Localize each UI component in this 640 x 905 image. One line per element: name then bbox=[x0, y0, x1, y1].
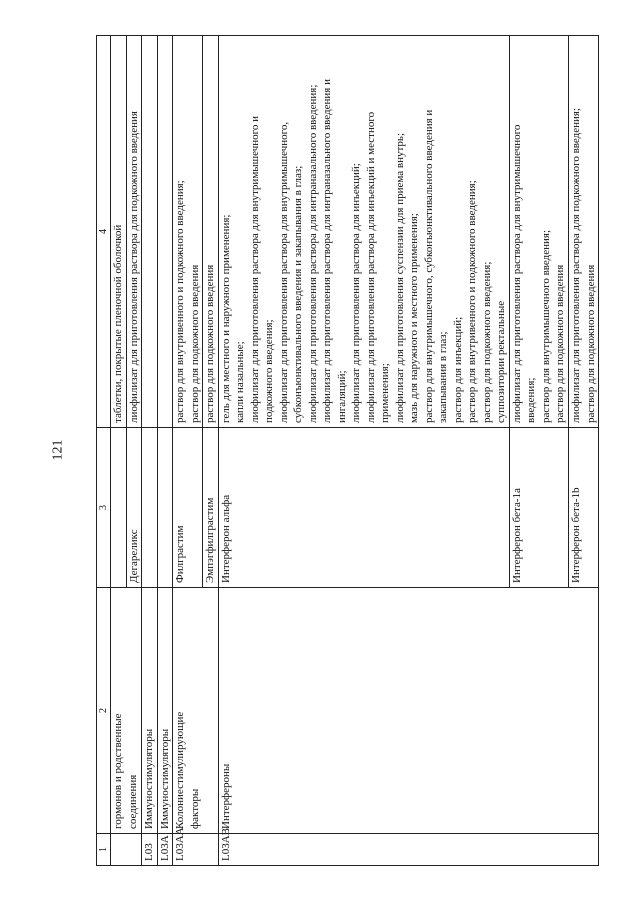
drug-cell bbox=[157, 428, 173, 588]
form-cell: раствор для подкожного введения bbox=[203, 36, 219, 428]
page-number: 121 bbox=[50, 439, 66, 461]
group-cell: Колониестимулирующие факторы bbox=[173, 588, 219, 834]
header-col-2: 2 bbox=[97, 588, 111, 834]
group-cell: Иммуностимуляторы bbox=[157, 588, 173, 834]
table-row bbox=[173, 36, 203, 866]
drug-cell bbox=[111, 428, 127, 588]
group-cell: гормонов и родственные соединения bbox=[111, 588, 142, 834]
rotated-table-wrapper bbox=[96, 36, 597, 866]
table-row bbox=[111, 36, 127, 866]
code-cell: L03AA bbox=[173, 834, 219, 866]
header-col-3: 3 bbox=[97, 428, 111, 588]
drug-cell: Интерферон бета-1b bbox=[568, 428, 598, 588]
drug-cell: Филграстим bbox=[173, 428, 203, 588]
group-cell: Интерфероны bbox=[218, 588, 598, 834]
form-cell: раствор для внутривенного и подкожного введения; раствор для подкожного введения bbox=[173, 36, 203, 428]
form-cell bbox=[157, 36, 173, 428]
code-cell bbox=[111, 834, 142, 866]
table-row bbox=[157, 36, 173, 866]
form-cell: лиофилизат для приготовления раствора для подкожного введения; раствор для подкожного введения bbox=[568, 36, 598, 428]
form-cell bbox=[142, 36, 158, 428]
form-cell: лиофилизат для приготовления раствора для подкожного введения bbox=[126, 36, 142, 428]
drug-cell: Интерферон бета-1a bbox=[509, 428, 568, 588]
code-cell: L03AB bbox=[218, 834, 598, 866]
drug-table bbox=[96, 35, 599, 866]
drug-cell: Интерферон альфа bbox=[218, 428, 509, 588]
drug-cell bbox=[142, 428, 158, 588]
code-cell: L03 bbox=[142, 834, 158, 866]
drug-cell: Эмпэгфилграстим bbox=[203, 428, 219, 588]
group-cell: Иммуностимуляторы bbox=[142, 588, 158, 834]
table-row bbox=[142, 36, 158, 866]
form-cell: таблетки, покрытые пленочной оболочкой bbox=[111, 36, 127, 428]
code-cell: L03A bbox=[157, 834, 173, 866]
header-col-4: 4 bbox=[97, 36, 111, 428]
form-cell: гель для местного и наружного применения; капли назальные; лиофилизат для приготовления раствора для внутримышечного и подкожного введения; лиофилизат для приготовления раствора для внутримышечного, субконъюнктивального введения и закапывания в глаз; лиофилизат для приготовления раствора для интраназального введения; лиофилизат для приготовления раствора для интраназального введения и ингаляций; лиофилизат для приготовления раствора для инъекций; лиофилизат для приготовления раствора для инъекций и местного применения; лиофилизат для приготовления суспензии для приема внутрь; мазь для наружного и местного применения; раствор для внутримышечного, субконъюнктивального введения и закапывания в глаз; раствор для инъекций; раствор для внутривенного и подкожного введения; раствор для подкожного введения; суппозитории ректальные bbox=[218, 36, 509, 428]
header-col-1: 1 bbox=[97, 834, 111, 866]
form-cell: лиофилизат для приготовления раствора для внутримышечного введения; раствор для внутримышечного введения; раствор для подкожного введения bbox=[509, 36, 568, 428]
drug-cell: Дегареликс bbox=[126, 428, 142, 588]
header-row bbox=[97, 36, 111, 866]
table-row bbox=[218, 36, 509, 866]
